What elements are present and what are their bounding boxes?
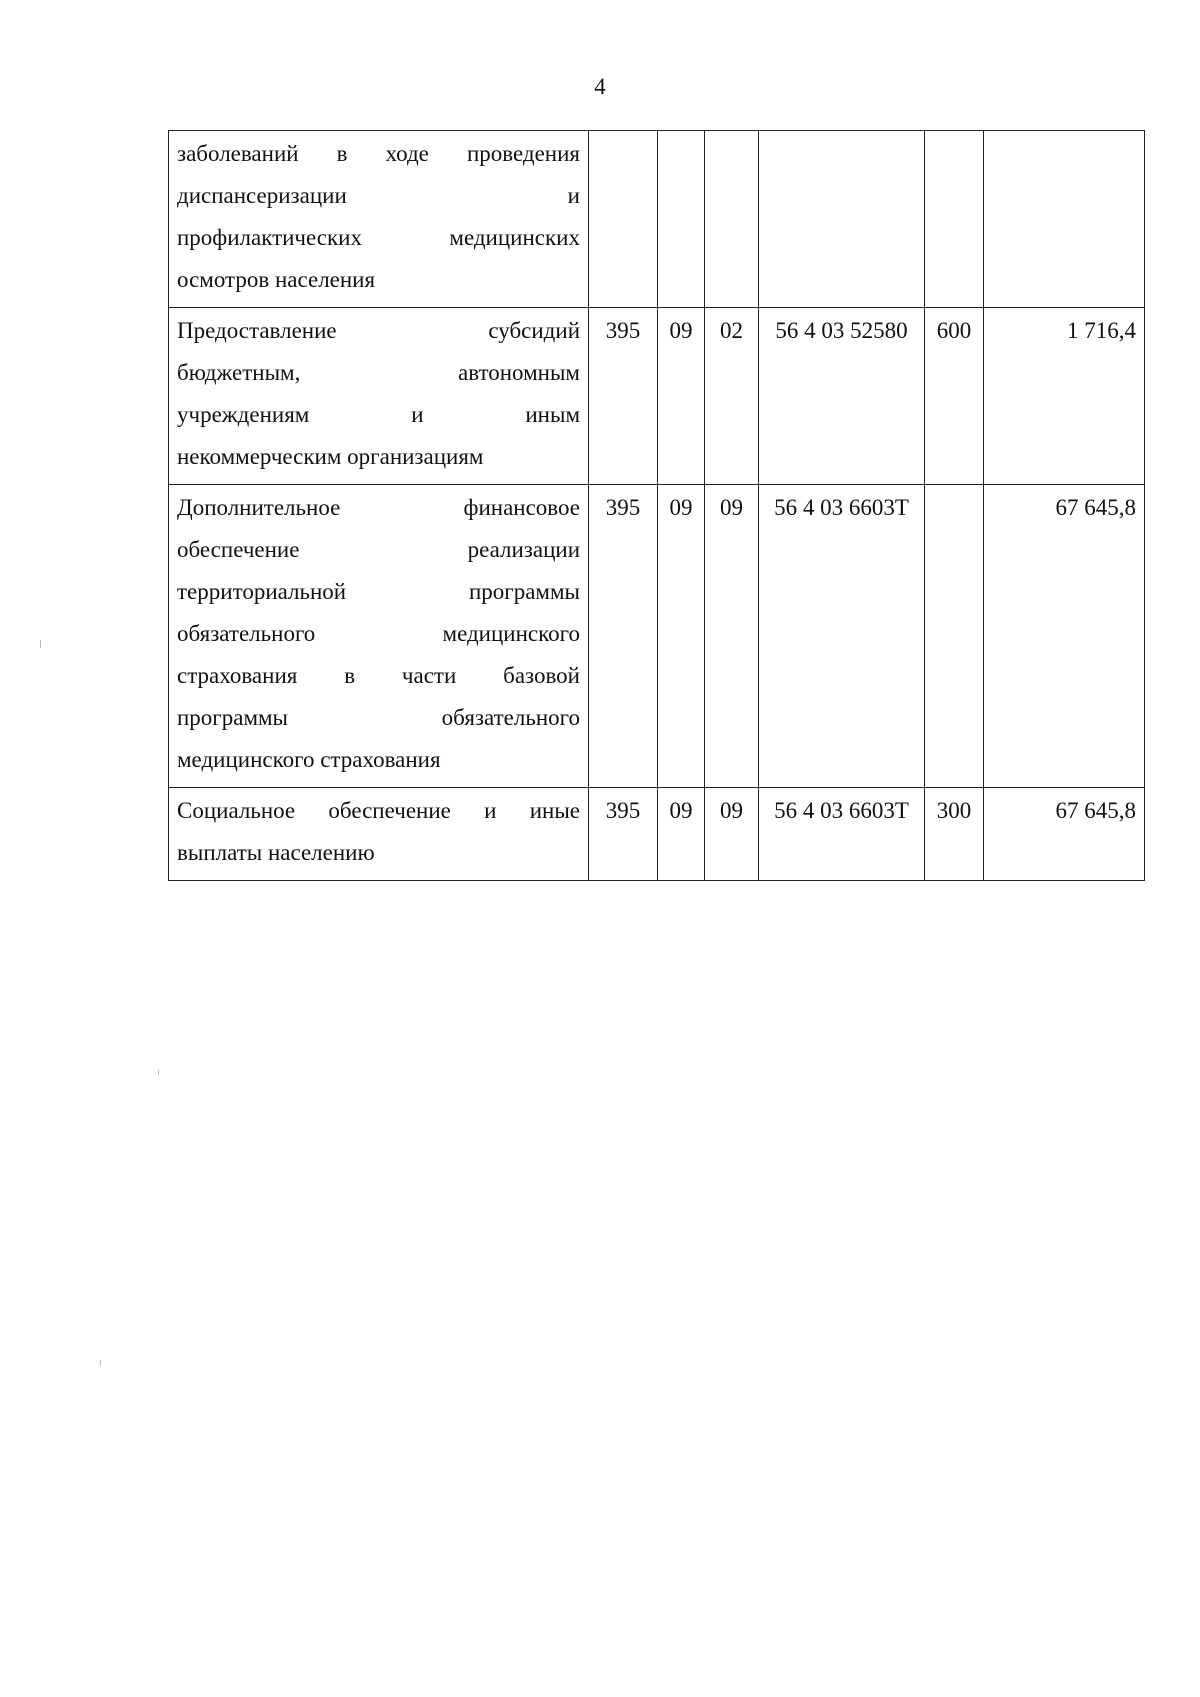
table-row [169, 308, 1145, 485]
subsection-code-cell [705, 131, 759, 308]
expense-name-line: страхования в части базовой [177, 663, 580, 688]
amount-cell: 1 716,4 [984, 308, 1145, 485]
ministry-code-cell [589, 131, 658, 308]
ministry-code-cell: 395 [589, 308, 658, 485]
amount-cell [984, 131, 1145, 308]
expense-name-line: бюджетным, автономным [177, 360, 580, 385]
section-code-cell: 09 [658, 308, 705, 485]
table-row [169, 788, 1145, 881]
expense-name-line: территориальной программы [177, 579, 580, 604]
expense-name-line: диспансеризации и [177, 183, 580, 208]
expense-name-cell [169, 485, 589, 788]
section-code-cell: 09 [658, 485, 705, 788]
amount-cell: 67 645,8 [984, 485, 1145, 788]
ministry-code-cell: 395 [589, 788, 658, 881]
section-code-cell [658, 131, 705, 308]
expense-name-line: учреждениям и иным [177, 402, 580, 427]
expense-name-line: Социальное обеспечение и иные [177, 798, 580, 823]
target-article-cell: 56 4 03 6603Т [759, 485, 925, 788]
expense-name-line: выплаты населению [177, 840, 375, 865]
target-article-cell: 56 4 03 6603Т [759, 788, 925, 881]
budget-table [168, 130, 1145, 881]
expense-type-cell: 600 [925, 308, 984, 485]
table-row [169, 485, 1145, 788]
expense-name-line: осмотров населения [177, 267, 376, 292]
expense-name-line: обеспечение реализации [177, 537, 580, 562]
subsection-code-cell: 02 [705, 308, 759, 485]
expense-name-line: профилактических медицинских [177, 225, 580, 250]
scan-mark [158, 1070, 159, 1075]
expense-name-line: обязательного медицинского [177, 621, 580, 646]
target-article-cell [759, 131, 925, 308]
table-row [169, 131, 1145, 308]
expense-name-line: Предоставление субсидий [177, 318, 580, 343]
subsection-code-cell: 09 [705, 788, 759, 881]
expense-type-cell: 300 [925, 788, 984, 881]
expense-type-cell [925, 131, 984, 308]
expense-name-cell [169, 131, 589, 308]
scan-mark [40, 640, 41, 648]
expense-name-line: заболеваний в ходе проведения [177, 141, 580, 166]
amount-cell: 67 645,8 [984, 788, 1145, 881]
expense-name-line: Дополнительное финансовое [177, 495, 580, 520]
expense-name-cell [169, 308, 589, 485]
page-number: 4 [594, 74, 606, 99]
ministry-code-cell: 395 [589, 485, 658, 788]
subsection-code-cell: 09 [705, 485, 759, 788]
target-article-cell: 56 4 03 52580 [759, 308, 925, 485]
section-code-cell: 09 [658, 788, 705, 881]
expense-name-line: некоммерческим организациям [177, 444, 484, 469]
expense-type-cell [925, 485, 984, 788]
scan-mark [100, 1360, 101, 1366]
expense-name-cell [169, 788, 589, 881]
expense-name-line: медицинского страхования [177, 747, 441, 772]
expense-name-line: программы обязательного [177, 705, 580, 730]
